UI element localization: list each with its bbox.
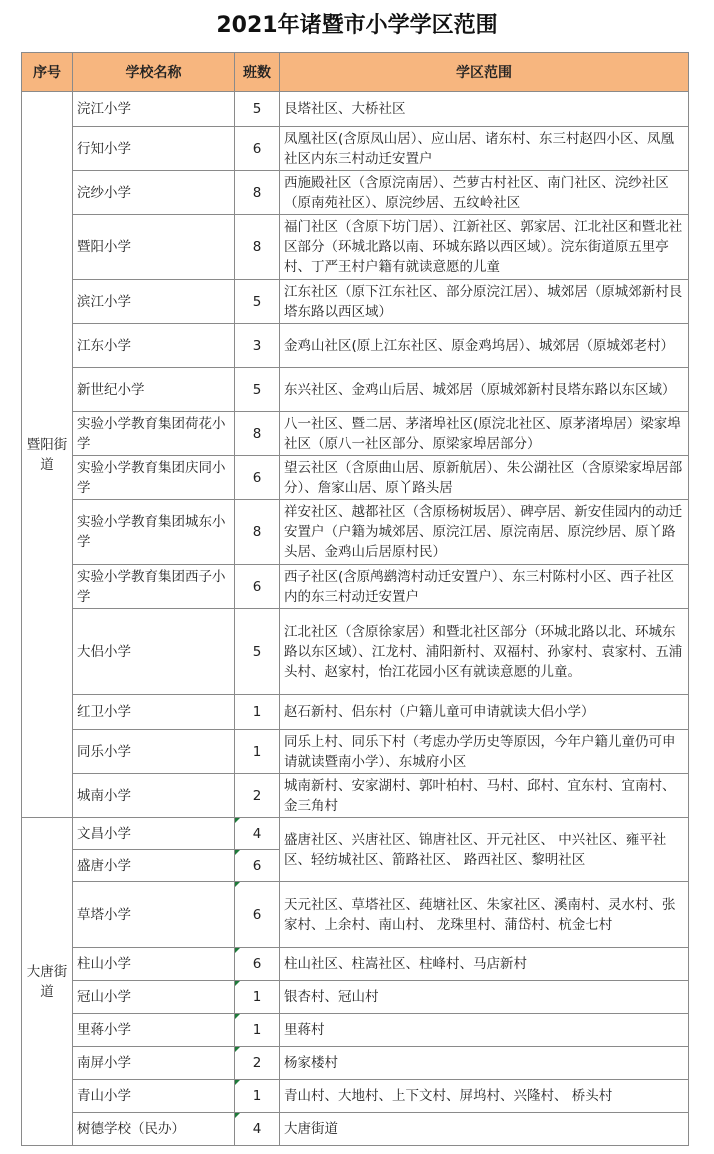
classes-cell: 6 <box>235 882 280 948</box>
classes-cell: 6 <box>235 127 280 171</box>
table-row <box>22 1014 689 1047</box>
range-cell: 青山村、大地村、上下文村、屏坞村、兴隆村、 桥头村 <box>280 1080 689 1113</box>
school-cell: 文昌小学 <box>73 818 235 850</box>
table-row <box>22 882 689 948</box>
table-row <box>22 1080 689 1113</box>
school-cell: 城南小学 <box>73 774 235 818</box>
table-row <box>22 127 689 171</box>
classes-cell: 6 <box>235 565 280 609</box>
header-range: 学区范围 <box>280 53 689 92</box>
school-cell: 江东小学 <box>73 324 235 368</box>
classes-cell: 6 <box>235 456 280 500</box>
table-row <box>22 368 689 412</box>
range-cell: 江北社区（含原徐家居）和暨北社区部分（环城北路以北、环城东路以东区域）、江龙村、浦阳新村、双福村、孙家村、袁家村、五浦头村、赵家村，怡江花园小区有就读意愿的儿童。 <box>280 609 689 695</box>
range-cell: 同乐上村、同乐下村（考虑办学历史等原因，今年户籍儿童仍可申请就读暨南小学）、东城府小区 <box>280 730 689 774</box>
classes-cell: 8 <box>235 412 280 456</box>
range-cell: 银杏村、冠山村 <box>280 981 689 1014</box>
header-seq: 序号 <box>22 53 73 92</box>
school-cell: 实验小学教育集团庆同小学 <box>73 456 235 500</box>
range-cell: 江东社区（原下江东社区、部分原浣江居）、城郊居（原城郊新村艮塔东路以西区域） <box>280 280 689 324</box>
district-cell-datang: 大唐街道 <box>22 818 73 1146</box>
range-cell: 东兴社区、金鸡山后居、城郊居（原城郊新村艮塔东路以东区域） <box>280 368 689 412</box>
classes-cell: 6 <box>235 850 280 882</box>
table-row <box>22 92 689 127</box>
classes-cell: 8 <box>235 171 280 215</box>
range-cell: 里蒋村 <box>280 1014 689 1047</box>
range-cell: 西施殿社区（含原浣南居）、苎萝古村社区、南门社区、浣纱社区（原南苑社区）、原浣纱居、五纹岭社区 <box>280 171 689 215</box>
classes-cell: 4 <box>235 1113 280 1146</box>
school-cell: 南屏小学 <box>73 1047 235 1080</box>
school-cell: 实验小学教育集团城东小学 <box>73 500 235 565</box>
range-cell: 大唐街道 <box>280 1113 689 1146</box>
classes-cell: 6 <box>235 948 280 981</box>
table-row <box>22 730 689 774</box>
range-cell: 凤凰社区(含原凤山居）、应山居、诸东村、东三村赵四小区、凤凰社区内东三村动迁安置户 <box>280 127 689 171</box>
school-cell: 同乐小学 <box>73 730 235 774</box>
classes-cell: 3 <box>235 324 280 368</box>
table-row <box>22 818 689 850</box>
range-cell: 赵石新村、侣东村（户籍儿童可申请就读大侣小学） <box>280 695 689 730</box>
school-cell: 行知小学 <box>73 127 235 171</box>
table-row <box>22 565 689 609</box>
table-row <box>22 412 689 456</box>
classes-cell: 5 <box>235 368 280 412</box>
range-cell: 望云社区（含原曲山居、原新航居）、朱公湖社区（含原梁家埠居部分）、詹家山居、原丫路头居 <box>280 456 689 500</box>
table-row <box>22 981 689 1014</box>
classes-cell: 5 <box>235 609 280 695</box>
range-cell: 福门社区（含原下坊门居）、江新社区、郭家居、江北社区和暨北社区部分（环城北路以南、环城东路以西区域）。浣东街道原五里亭村、丁严王村户籍有就读意愿的儿童 <box>280 215 689 280</box>
table-header <box>22 53 689 92</box>
page-title: 2021年诸暨市小学学区范围 <box>216 13 498 38</box>
classes-cell: 2 <box>235 1047 280 1080</box>
school-cell: 草塔小学 <box>73 882 235 948</box>
range-cell: 柱山社区、柱嵩社区、柱峰村、马店新村 <box>280 948 689 981</box>
classes-cell: 1 <box>235 730 280 774</box>
range-cell: 祥安社区、越都社区（含原杨树坂居）、碑亭居、新安佳园内的动迁安置户（户籍为城郊居、原浣江居、原浣南居、原浣纱居、原丫路头居、金鸡山后居原村民） <box>280 500 689 565</box>
school-cell: 青山小学 <box>73 1080 235 1113</box>
school-district-table <box>21 52 689 1146</box>
school-cell: 新世纪小学 <box>73 368 235 412</box>
range-cell: 杨家楼村 <box>280 1047 689 1080</box>
classes-cell: 8 <box>235 500 280 565</box>
school-cell: 大侣小学 <box>73 609 235 695</box>
header-school: 学校名称 <box>73 53 235 92</box>
school-cell: 红卫小学 <box>73 695 235 730</box>
school-cell: 暨阳小学 <box>73 215 235 280</box>
classes-cell: 1 <box>235 981 280 1014</box>
range-cell: 金鸡山社区(原上江东社区、原金鸡坞居）、城郊居（原城郊老村） <box>280 324 689 368</box>
table-row <box>22 324 689 368</box>
range-cell: 艮塔社区、大桥社区 <box>280 92 689 127</box>
table-row <box>22 774 689 818</box>
school-cell: 树德学校（民办） <box>73 1113 235 1146</box>
table-row <box>22 948 689 981</box>
classes-cell: 4 <box>235 818 280 850</box>
table-row <box>22 1113 689 1146</box>
district-cell-jiyang: 暨阳街道 <box>22 92 73 818</box>
school-cell: 盛唐小学 <box>73 850 235 882</box>
range-cell: 八一社区、暨二居、茅渚埠社区(原浣北社区、原茅渚埠居）梁家埠社区（原八一社区部分、原梁家埠居部分） <box>280 412 689 456</box>
range-cell: 天元社区、草塔社区、莼塘社区、朱家社区、溪南村、灵水村、张家村、上余村、南山村、 龙珠里村、蒲岱村、杭金七村 <box>280 882 689 948</box>
table-row <box>22 456 689 500</box>
table-row <box>22 215 689 280</box>
school-cell: 里蒋小学 <box>73 1014 235 1047</box>
classes-cell: 2 <box>235 774 280 818</box>
table-row <box>22 500 689 565</box>
classes-cell: 5 <box>235 280 280 324</box>
school-cell: 滨江小学 <box>73 280 235 324</box>
table-row <box>22 609 689 695</box>
school-cell: 冠山小学 <box>73 981 235 1014</box>
school-cell: 浣纱小学 <box>73 171 235 215</box>
table-row <box>22 1047 689 1080</box>
classes-cell: 1 <box>235 695 280 730</box>
table-row <box>22 280 689 324</box>
classes-cell: 1 <box>235 1014 280 1047</box>
classes-cell: 5 <box>235 92 280 127</box>
range-cell: 西子社区(含原鸬鹚湾村动迁安置户）、东三村陈村小区、西子社区内的东三村动迁安置户 <box>280 565 689 609</box>
school-cell: 浣江小学 <box>73 92 235 127</box>
table-row <box>22 171 689 215</box>
school-cell: 柱山小学 <box>73 948 235 981</box>
school-cell: 实验小学教育集团西子小学 <box>73 565 235 609</box>
classes-cell: 8 <box>235 215 280 280</box>
range-cell: 城南新村、安家湖村、郭叶柏村、马村、邱村、宜东村、宜南村、金三角村 <box>280 774 689 818</box>
table-row <box>22 695 689 730</box>
range-cell-shared: 盛唐社区、兴唐社区、锦唐社区、开元社区、 中兴社区、雍平社区、轻纺城社区、箭路社区、 路西社区、黎明社区 <box>280 818 689 882</box>
classes-cell: 1 <box>235 1080 280 1113</box>
header-classes: 班数 <box>235 53 280 92</box>
school-cell: 实验小学教育集团荷花小学 <box>73 412 235 456</box>
